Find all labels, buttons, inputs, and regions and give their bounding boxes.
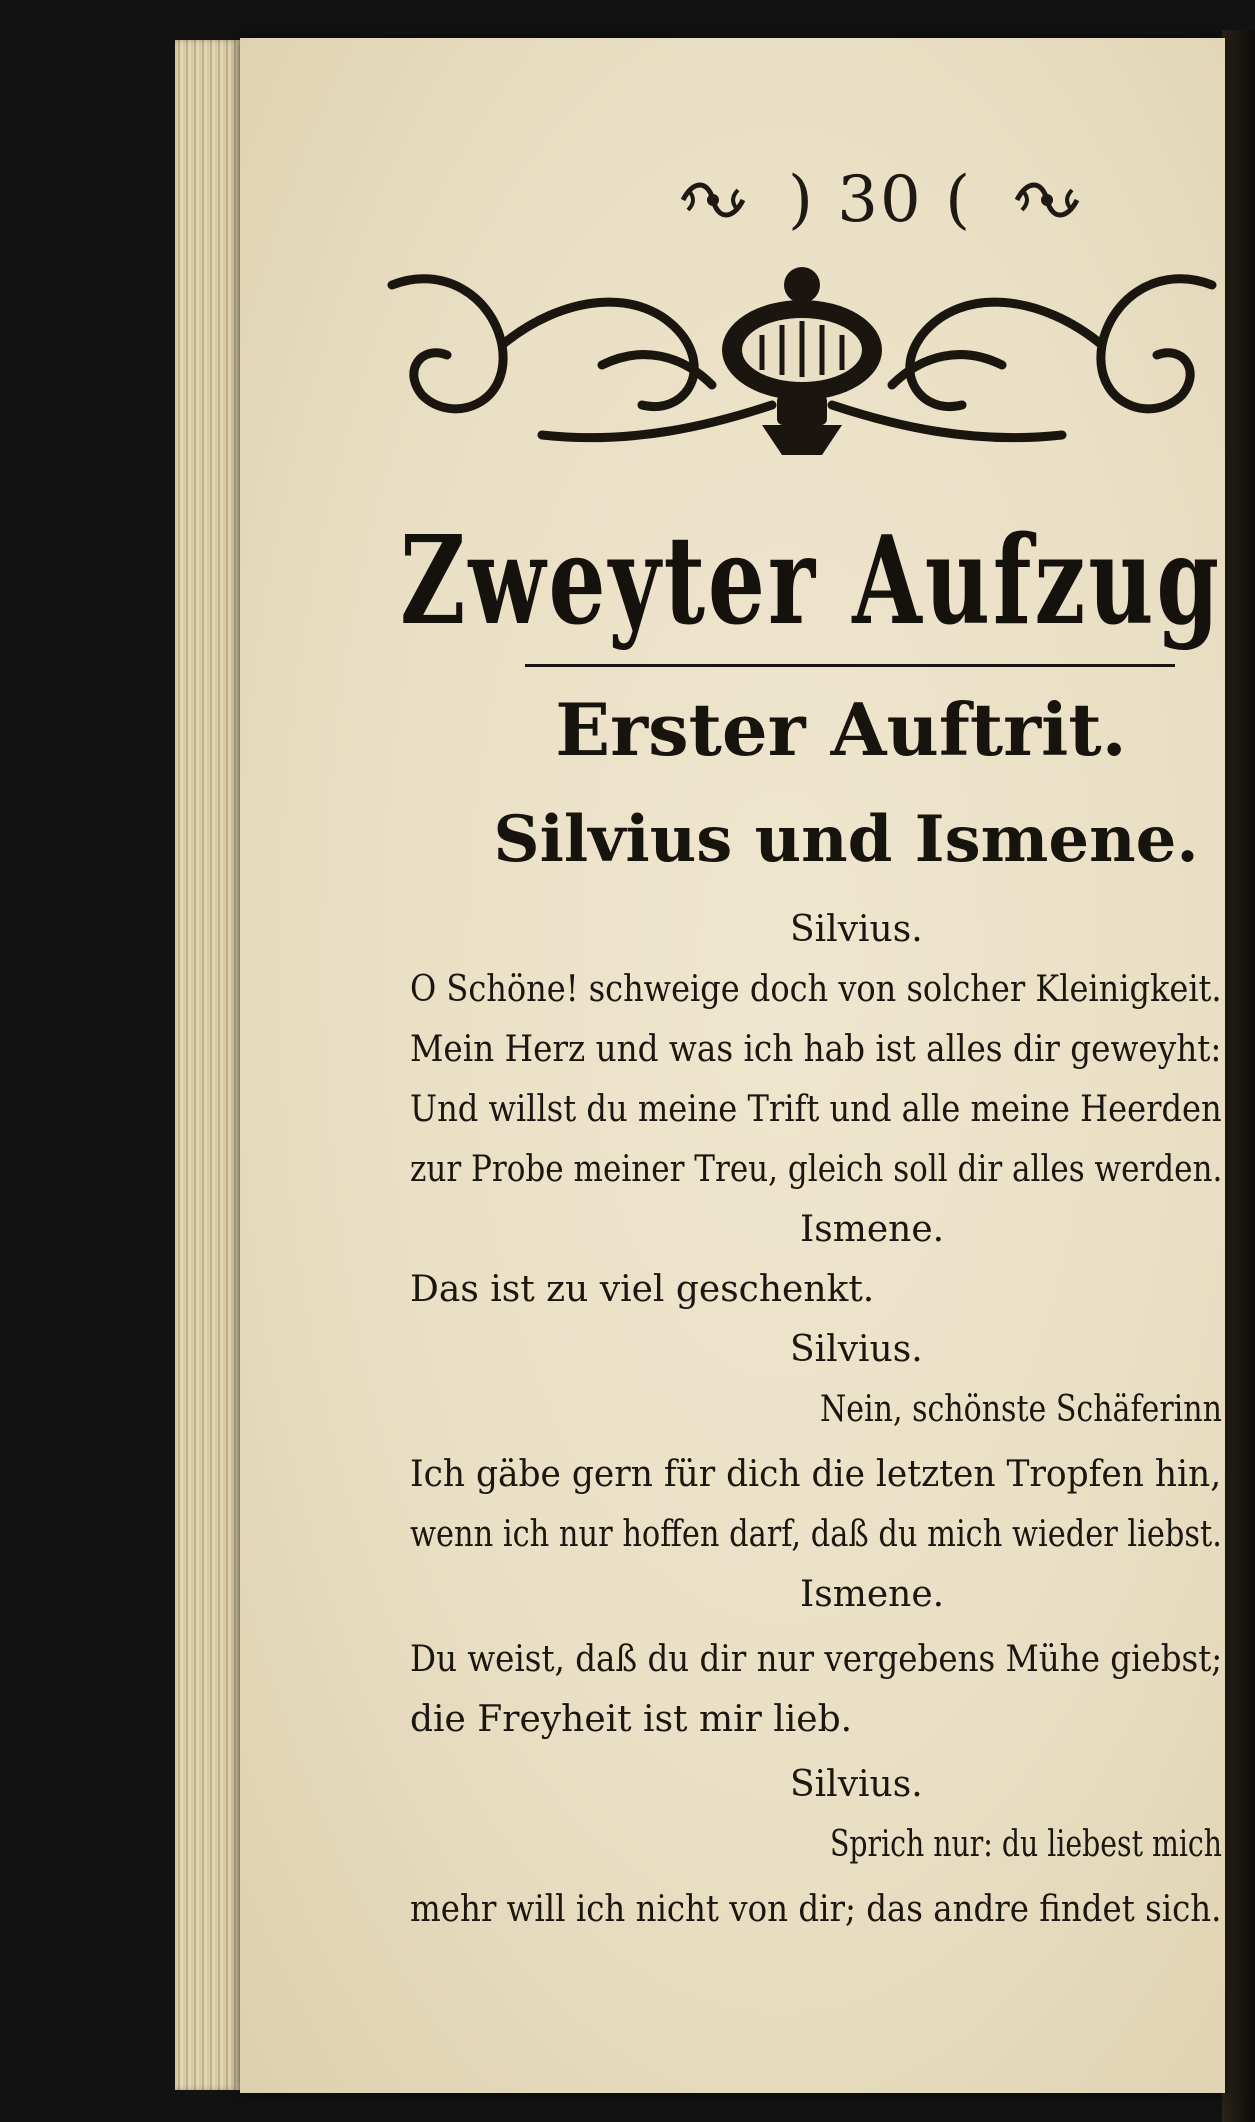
verse-line: Das ist zu viel geschenkt. [410, 1269, 875, 1310]
crown-ornament-icon [382, 255, 1222, 465]
page-edge-stack [175, 40, 243, 2090]
header-flourish-right-icon [1012, 175, 1082, 225]
verse-line: Und willst du meine Trift und alle meine Heerden [410, 1089, 1222, 1130]
verse-line: die Freyheit ist mir lieb. [410, 1699, 853, 1740]
header-flourish-left-icon [678, 175, 748, 225]
verse-line: Ich gäbe gern für dich die letzten Tropfen hin, [410, 1454, 1222, 1495]
verse-line: Du weist, daß du dir nur vergebens Mühe giebst; [410, 1639, 1223, 1680]
verse-line: zur Probe meiner Treu, gleich soll dir alles werden. [410, 1149, 1223, 1190]
page-header [620, 160, 1140, 240]
speaker-label: Silvius. [790, 1764, 923, 1805]
speaker-label: Ismene. [800, 1209, 945, 1250]
verse-line: Sprich nur: du liebest mich [830, 1824, 1223, 1865]
speaker-label: Ismene. [800, 1574, 945, 1615]
act-title: Zweyter Aufzug [400, 508, 1223, 652]
verse-line: wenn ich nur hoffen darf, daß du mich wieder liebst. [410, 1514, 1222, 1555]
speaker-label: Silvius. [790, 1329, 923, 1370]
facing-page-shadow [1222, 30, 1255, 2122]
verse-line: O Schöne! schweige doch von solcher Kleinigkeit. [410, 969, 1222, 1010]
scene-title: Erster Auftrit. [555, 687, 1127, 772]
title-rule [525, 664, 1175, 667]
verse-line: Nein, schönste Schäferinn [820, 1389, 1222, 1430]
speaker-label: Silvius. [790, 909, 923, 950]
page-number: ) 30 ( [787, 163, 973, 237]
scene-characters: Silvius und Ismene. [493, 802, 1199, 877]
verse-line: Mein Herz und was ich hab ist alles dir geweyht: [410, 1029, 1222, 1070]
verse-line: mehr will ich nicht von dir; das andre findet sich. [410, 1889, 1222, 1930]
